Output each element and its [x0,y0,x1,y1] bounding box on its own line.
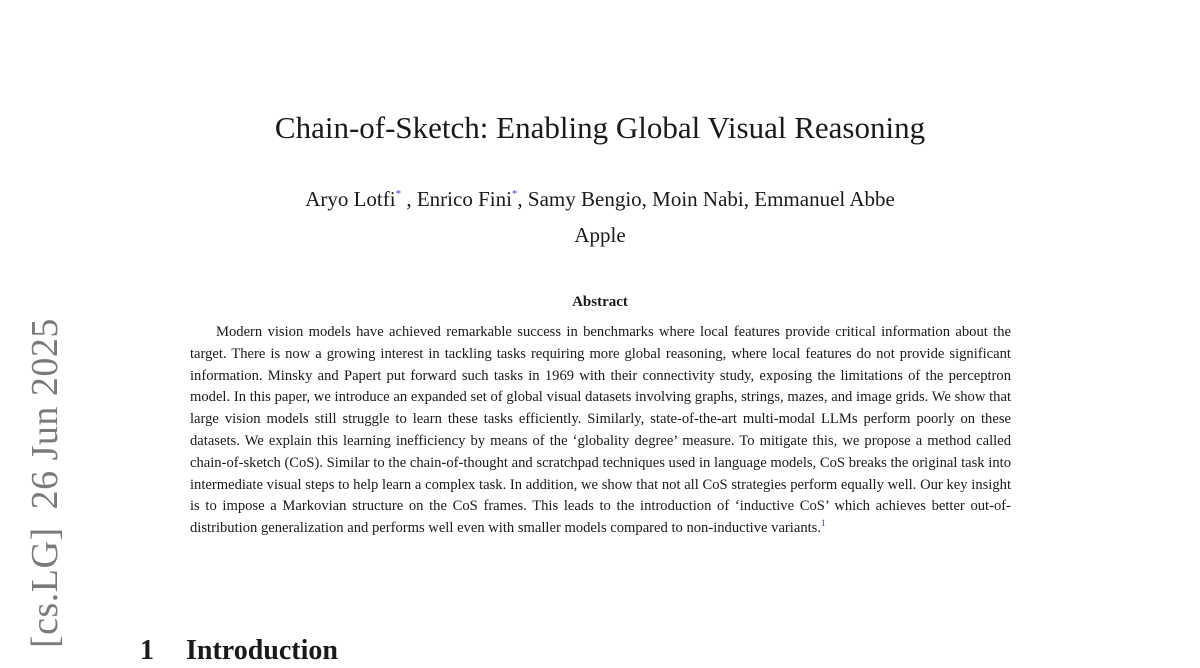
arxiv-category: [cs.LG] [24,527,66,648]
abstract-heading: Abstract [572,294,628,310]
affiliation: Apple [574,223,626,247]
equal-contribution-mark[interactable]: * [395,188,402,200]
author-name: Enrico Fini [416,187,512,211]
author-name: Moin Nabi [652,187,744,211]
footnote-mark[interactable]: 1 [821,518,826,529]
section-heading [140,634,338,668]
author-list: Aryo Lotfi* , Enrico Fini*, Samy Bengio, Moin Nabi, Emmanuel Abbe [305,187,895,211]
paper-title: Chain-of-Sketch: Enabling Global Visual Reasoning [274,110,926,145]
author-name: Aryo Lotfi [305,187,396,211]
abstract-text: Modern vision models have achieved remarkable success in benchmarks where local features provide critical information about the target. There is now a growing interest in tackling tasks requiring more global reasoning, where local features do not provide significant information. Minsky and Papert put forward such tasks in 1969 with their connectivity study, exposing the limitations of the perceptron model. In this paper, we introduce an expanded set of global visual datasets involving graphs, strings, mazes, and image grids. We show that large vision models still struggle to learn these tasks efficiently. Similarly, state-of-the-art multi-modal LLMs perform poorly on these datasets. We explain this learning inefficiency by means of the ‘globality degree’ measure. To mitigate this, we propose a method called chain-of-sketch (CoS). Similar to the chain-of-thought and scratchpad techniques used in language models, CoS breaks the original task into intermediate visual steps to help learn a complex task. In addition, we show that not all CoS strategies perform equally well. Our key insight is to impose a Markovian structure on the CoS frames. This leads to the introduction of ‘inductive CoS’ which achieves better out-of-distribution generalization and performs well even with smaller models compared to non-inductive variants. [190,324,1011,537]
section-title: Introduction [186,635,338,666]
abstract-body [190,322,1011,540]
arxiv-date: 26 Jun 2025 [24,318,66,510]
author-name: Emmanuel Abbe [754,187,895,211]
author-name: Samy Bengio [527,187,642,211]
equal-contribution-mark[interactable]: * [511,188,518,200]
arxiv-sidebar-stamp [22,318,68,648]
section-number: 1 [140,635,154,666]
